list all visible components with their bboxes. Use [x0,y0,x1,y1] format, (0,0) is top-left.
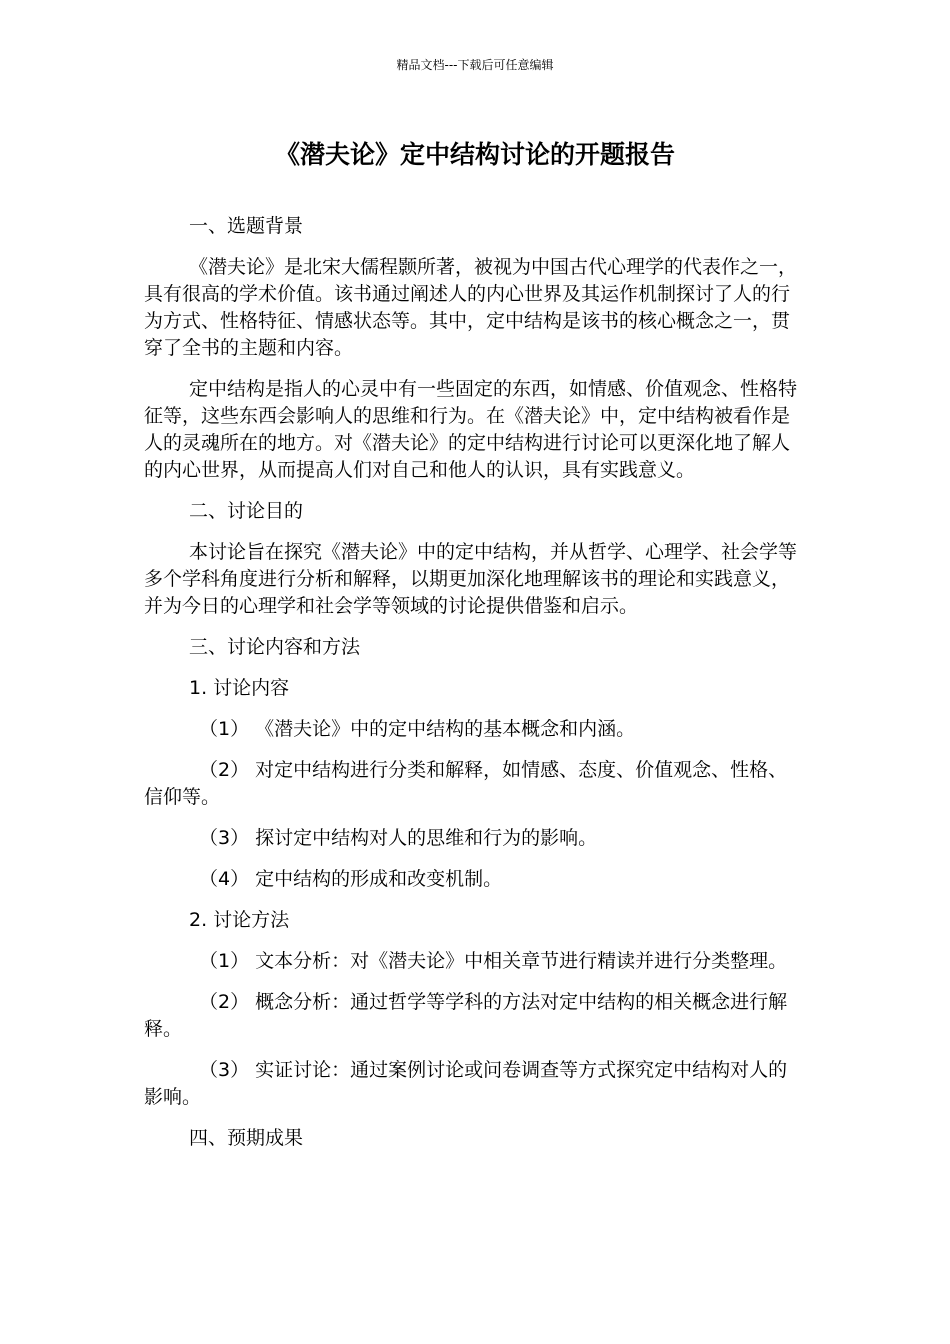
paragraph-background-1: 《潜夫论》是北宋大儒程颢所著，被视为中国古代心理学的代表作之一，具有很高的学术价值。该书通过阐述人的内心世界及其运作机制探讨了人的行为方式、性格特征、情感状态等。其中，定中结构是该书的核心概念之一，贯穿了全书的主题和内容。 [144,256,798,359]
method-item-2: （2） 概念分析：通过哲学等学科的方法对定中结构的相关概念进行解释。 [144,991,788,1040]
section-heading-purpose: 二、讨论目的 [189,500,304,522]
subheading-method: 2. 讨论方法 [189,909,290,931]
content-item-4: （4） 定中结构的形成和改变机制。 [199,868,503,890]
paragraph-background-2: 定中结构是指人的心灵中有一些固定的东西，如情感、价值观念、性格特征等，这些东西会影响人的思维和行为。在《潜夫论》中，定中结构被看作是人的灵魂所在的地方。对《潜夫论》的定中结构进行讨论可以更深化地了解人的内心世界，从而提高人们对自己和他人的认识，具有实践意义。 [144,378,798,481]
method-item-3: （3） 实证讨论：通过案例讨论或问卷调查等方式探究定中结构对人的影响。 [144,1059,788,1108]
paragraph-purpose: 本讨论旨在探究《潜夫论》中的定中结构，并从哲学、心理学、社会学等多个学科角度进行分析和解释，以期更加深化地理解该书的理论和实践意义，并为今日的心理学和社会学等领域的讨论提供借鉴和启示。 [144,541,798,617]
section-heading-background: 一、选题背景 [189,215,304,237]
method-item-1: （1） 文本分析：对《潜夫论》中相关章节进行精读并进行分类整理。 [199,950,788,972]
document-body [144,213,804,1152]
content-item-1: （1） 《潜夫论》中的定中结构的基本概念和内涵。 [199,718,636,740]
section-heading-content-method: 三、讨论内容和方法 [189,636,361,658]
document-title: 《潜夫论》定中结构讨论的开题报告 [274,140,675,169]
page-header: 精品文档---下载后可任意编辑 [396,58,554,72]
content-item-3: （3） 探讨定中结构对人的思维和行为的影响。 [199,827,598,849]
content-item-2: （2） 对定中结构进行分类和解释，如情感、态度、价值观念、性格、信仰等。 [144,759,788,808]
section-heading-expected: 四、预期成果 [189,1127,304,1149]
subheading-content: 1. 讨论内容 [189,677,290,699]
